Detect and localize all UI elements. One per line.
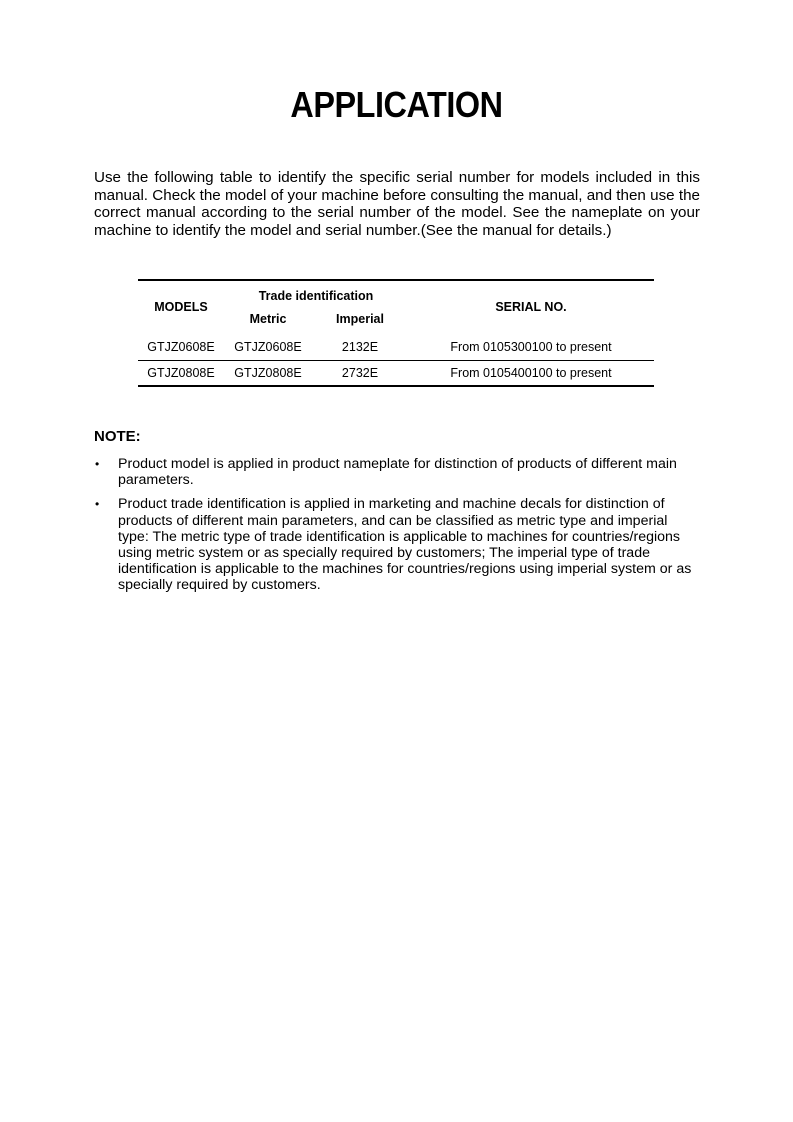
cell-model: GTJZ0808E [147,366,215,380]
header-metric: Metric [249,312,287,326]
page-title: APPLICATION [290,84,503,125]
cell-metric: GTJZ0808E [234,366,302,380]
cell-model: GTJZ0608E [138,330,224,361]
cell-metric: GTJZ0608E [224,330,312,361]
cell-serial: From 0105400100 to present [450,366,612,380]
serial-table-container [138,279,654,387]
header-trade-identification: Trade identification [258,289,374,303]
table-row [138,330,654,361]
list-item [94,496,694,593]
intro-paragraph: Use the following table to identify the specific serial number for models included in this manual. Check the model of your machine before consulting the manual, and then use the correct manual according to the serial number of the model. See the nameplate on your machine to identify the model and serial number.(See the manual for details.) [94,169,700,239]
header-serial: SERIAL NO. [495,300,567,314]
header-models: MODELS [154,300,208,314]
note-list [94,456,694,602]
header-imperial: Imperial [336,312,384,326]
note-text: Product model is applied in product nameplate for distinction of products of different main parameters. [118,456,677,489]
table-row [138,361,654,387]
table-header-row [138,280,654,308]
cell-serial: From 0105300100 to present [408,330,654,361]
bullet-icon: • [95,497,100,512]
note-text: Product trade identification is applied in marketing and machine decals for distinction of products of different main parameters, and can be classified as metric type and imperial type: The metric type of trade identification is applicable to machines for countries/regions using metric system or as specially required by customers; The imperial type of trade identification is applicable to the machines for countries/regions using imperial system or as specially required by customers. [118,496,692,594]
list-item [94,456,694,488]
serial-number-table [138,279,654,387]
note-heading: NOTE: [94,428,141,445]
cell-imperial: 2132E [312,330,408,361]
bullet-icon: • [95,457,100,471]
cell-imperial: 2732E [341,366,379,380]
